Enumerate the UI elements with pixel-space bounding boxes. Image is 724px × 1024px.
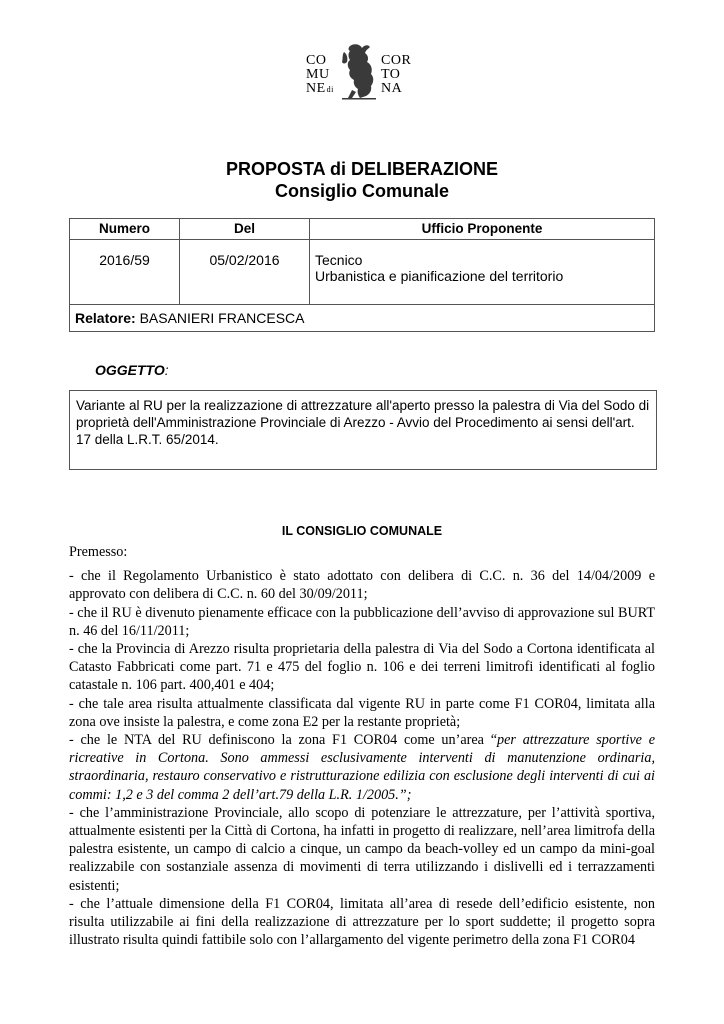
document-title: PROPOSTA di DELIBERAZIONE	[225, 159, 498, 179]
consiglio-heading: IL CONSIGLIO COMUNALE	[281, 524, 443, 538]
oggetto-colon: :	[164, 362, 169, 378]
oggetto-label-text: OGGETTO	[95, 362, 165, 378]
logo-right-line-1: COR	[381, 53, 412, 68]
ufficio-line-2: Urbanistica e pianificazione del territorio	[315, 268, 564, 284]
relatore-label: Relatore:	[75, 310, 136, 326]
paragraph-5-normal: - che le NTA del RU definiscono la zona F1 COR04 come un’area “	[69, 732, 498, 749]
logo-left-line-3-text: NE	[306, 81, 326, 96]
logo-left-text	[306, 54, 334, 97]
griffin-icon	[338, 42, 380, 100]
header-ufficio: Ufficio Proponente	[310, 219, 655, 240]
oggetto-label	[95, 362, 169, 378]
paragraph-2: - che il RU è divenuto pienamente efficace con la pubblicazione dell’avviso di approvazione sul BURT n. 46 del 16/11/2011;	[69, 604, 655, 639]
numero-value: 2016/59	[70, 240, 180, 305]
header-del: Del	[180, 219, 310, 240]
logo-right-line-3: NA	[381, 81, 403, 96]
document-body	[69, 543, 655, 949]
ufficio-value	[310, 240, 655, 305]
relatore-cell	[70, 305, 655, 332]
paragraph-3: - che la Provincia di Arezzo risulta proprietaria della palestra di Via del Sodo a Cortona identificata al Catasto Fabbricati come part. 71 e 475 del foglio n. 106 e dei terreni limitrofi identificati al foglio catastale n. 106 part. 400,401 e 404;	[69, 641, 655, 694]
paragraph-6: - che l’amministrazione Provinciale, allo scopo di potenziare le attrezzature, per l’attività sportiva, attualmente esistenti per la Città di Cortona, ha infatti in progetto di realizzare, nell’area limitrofa della palestra esistente, un campo di calcio a cinque, un campo da beach-volley ed un campo da mini-goal realizzabile con sostanziale assenza di movimenti di terra utilizzando i dislivelli ed i terrazzamenti esistenti;	[69, 804, 655, 894]
header-numero: Numero	[70, 219, 180, 240]
relatore-row	[70, 305, 655, 332]
comune-logo	[298, 40, 426, 102]
paragraph-7: - che l’attuale dimensione della F1 COR04, limitata all’area di resede dell’edificio esistente, non risulta utilizzabile ai fini della realizzazione di attrezzature per lo sport suddette; il progetto sopra illustrato risulta quindi fattibile solo con l’allargamento del vigente perimetro della zona F1 COR04	[69, 895, 655, 949]
premesso-label: Premesso:	[69, 544, 128, 560]
paragraph-4: - che tale area risulta attualmente classificata dal vigente RU in parte come F1 COR04, limitata alla zona ove insiste la palestra, e come zona E2 per la restante proprietà;	[69, 695, 655, 730]
logo-di: di	[326, 85, 334, 94]
del-value: 05/02/2016	[180, 240, 310, 305]
relatore-name: BASANIERI FRANCESCA	[139, 310, 305, 326]
paragraph-5-italic: per attrezzature sportive e ricreative in Cortona. Sono ammessi esclusivamente interventi di manutenzione ordinaria, straordinaria, restauro conservativo e ristrutturazione edilizia con esclusione degli interventi di cui ai commi: 1,2 e 3 del comma 2 dell’art.79 della L.R. 1/2005.”;	[69, 732, 655, 803]
paragraph-5	[69, 731, 655, 804]
oggetto-text: Variante al RU per la realizzazione di attrezzature all'aperto presso la palestra di Via del Sodo di proprietà dell'Amministrazione Provinciale di Arezzo - Avvio del Procedimento ai sensi dell'art. 17 della L.R.T. 65/2014.	[76, 398, 650, 447]
paragraph-1: - che il Regolamento Urbanistico è stato adottato con delibera di C.C. n. 36 del 14/04/2009 e approvato con delibera di C.C. n. 60 del 30/09/2011;	[69, 568, 655, 603]
logo-left-line-2: MU	[306, 67, 330, 82]
ufficio-line-1: Tecnico	[315, 252, 363, 268]
logo-left-line-1: CO	[306, 53, 327, 68]
oggetto-box	[69, 390, 657, 470]
table-row	[70, 240, 655, 305]
logo-left-line-3	[306, 82, 334, 97]
proposal-info-table	[69, 218, 655, 332]
document-subtitle: Consiglio Comunale	[274, 181, 449, 201]
table-header-row	[70, 219, 655, 240]
logo-right-line-2: TO	[381, 67, 401, 82]
logo-right-text	[381, 54, 411, 96]
